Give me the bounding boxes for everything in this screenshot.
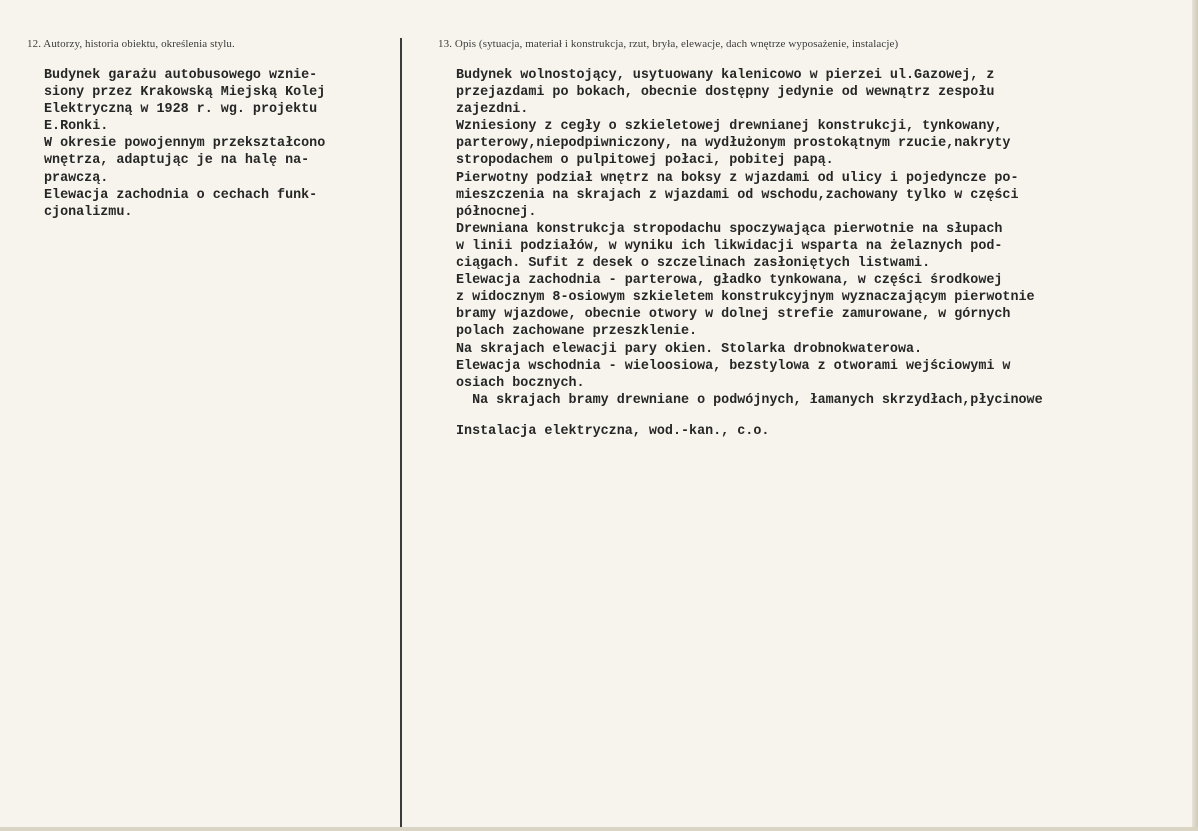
text-line: Na skrajach bramy drewniane o podwójnych, łamanych skrzydłach,płycinowe: [456, 392, 1043, 408]
text-line: ciągach. Sufit z desek o szczelinach zasłoniętych listwami.: [456, 256, 931, 272]
text-line: Pierwotny podział wnętrz na boksy z wjazdami od ulicy i pojedyncze po-: [456, 170, 1019, 186]
section-12-header: 12. Autorzy, historia obiektu, określenia stylu.: [27, 38, 235, 50]
text-line: osiach bocznych.: [456, 375, 585, 391]
text-line: polach zachowane przeszklenie.: [456, 324, 698, 340]
text-line: Elewacja zachodnia o cechach funk-: [44, 187, 318, 203]
text-line: Na skrajach elewacji pary okien. Stolarka drobnokwaterowa.: [456, 341, 923, 357]
text-line: Wzniesiony z cegły o szkieletowej drewnianej konstrukcji, tynkowany,: [456, 119, 1003, 135]
text-line: północnej.: [456, 204, 537, 220]
text-line: stropodachem o pulpitowej połaci, pobitej papą.: [456, 153, 834, 169]
text-line: bramy wjazdowe, obecnie otwory w dolnej strefie zamurowane, w górnych: [456, 307, 1011, 323]
text-line: przejazdami po bokach, obecnie dostępny jedynie od wewnątrz zespołu: [456, 85, 995, 101]
text-line: siony przez Krakowską Miejską Kolej: [44, 85, 326, 101]
text-line: cjonalizmu.: [44, 204, 133, 220]
section-13-text: [456, 67, 1043, 440]
text-line: prawczą.: [44, 170, 109, 186]
text-line: Elewacja zachodnia - parterowa, gładko tynkowana, w części środkowej: [456, 273, 1003, 289]
installations-line: Instalacja elektryczna, wod.-kan., c.o.: [456, 423, 770, 439]
text-line: z widocznym 8-osiowym szkieletem konstrukcyjnym wyznaczającym pierwotnie: [456, 290, 1035, 306]
text-line: W okresie powojennym przekształcono: [44, 136, 326, 152]
text-line: wnętrza, adaptując je na halę na-: [44, 153, 310, 169]
text-line: Elewacja wschodnia - wieloosiowa, bezstylowa z otworami wejściowymi w: [456, 358, 1011, 374]
text-line: Drewniana konstrukcja stropodachu spoczywająca pierwotnie na słupach: [456, 221, 1003, 237]
text-line: mieszczenia na skrajach z wjazdami od wschodu,zachowany tylko w części: [456, 187, 1019, 203]
text-line: w linii podziałów, w wyniku ich likwidacji wsparta na żelaznych pod-: [456, 238, 1003, 254]
paper-edge: [1192, 0, 1198, 831]
text-line: Elektryczną w 1928 r. wg. projektu: [44, 102, 318, 118]
text-line: zajezdni.: [456, 102, 529, 118]
text-line: Budynek wolnostojący, usytuowany kalenicowo w pierzei ul.Gazowej, z: [456, 68, 995, 83]
paragraph-gap: [456, 409, 1043, 423]
text-line: E.Ronki.: [44, 119, 109, 135]
text-line: Budynek garażu autobusowego wznie-: [44, 68, 318, 83]
column-divider: [400, 38, 402, 828]
text-line: parterowy,niepodpiwniczony, na wydłużonym prostokątnym rzucie,nakryty: [456, 136, 1011, 152]
paper-edge-bottom: [0, 827, 1198, 831]
section-13-header: 13. Opis (sytuacja, materiał i konstrukcja, rzut, bryła, elewacje, dach wnętrze wyposażenie, instalacje): [438, 38, 899, 50]
section-12-text: [44, 67, 325, 221]
